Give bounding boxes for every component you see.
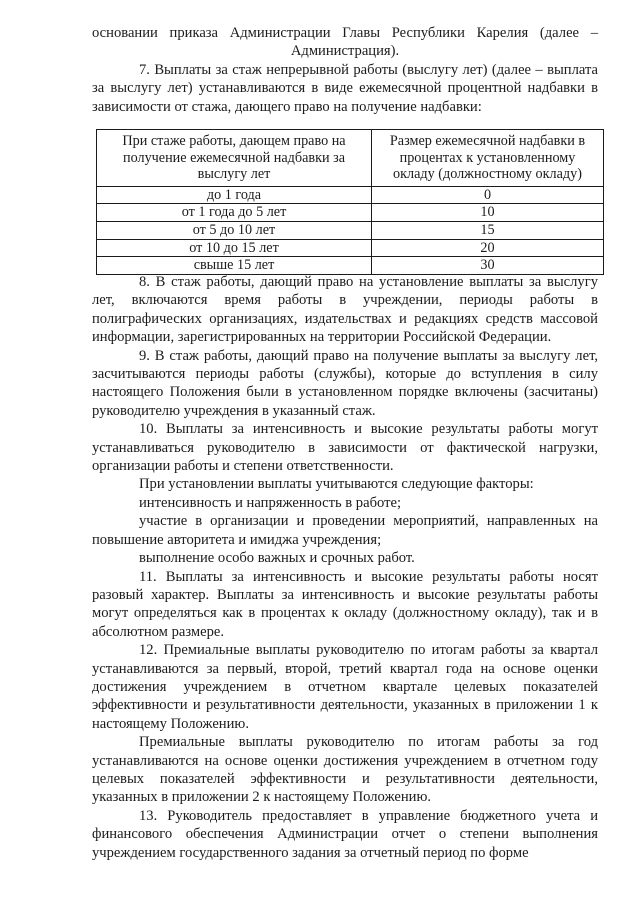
paragraph-10: 10. Выплаты за интенсивность и высокие результаты работы могут устанавливаться руководителю в зависимости от фактической нагрузки, организации работы и степени ответственности. <box>92 421 598 475</box>
factors-intro: При установлении выплаты учитываются следующие факторы: <box>139 476 534 493</box>
paragraph-12-annual: Премиальные выплаты руководителю по итогам работы за год устанавливаются на основе оценки достижения учреждением в отчетном году целевых показателей эффективности и результативности деятельности, указанных в приложении 2 к настоящему Положению. <box>92 734 598 806</box>
table-cell-percent: 15 <box>372 221 604 239</box>
table-cell-stazh: от 1 года до 5 лет <box>97 204 372 222</box>
table-row <box>97 204 604 222</box>
table-header-percent: Размер ежемесячной надбавки в процентах к установленному окладу (должностному окладу) <box>372 130 604 187</box>
paragraph-7: 7. Выплаты за стаж непрерывной работы (выслугу лет) (далее – выплата за выслугу лет) устанавливаются в виде ежемесячной процентной надбавки в зависимости от стажа, дающего право на получение надбавки: <box>92 61 598 115</box>
table-cell-percent: 20 <box>372 239 604 257</box>
factor-item: интенсивность и напряженность в работе; <box>139 494 402 511</box>
body-section <box>92 273 598 862</box>
factor-item: участие в организации и проведении мероприятий, направленных на повышение авторитета и имиджа учреждения; <box>92 513 598 548</box>
table-cell-percent: 0 <box>372 186 604 204</box>
table-header-stazh: При стаже работы, дающем право на получение ежемесячной надбавки за выслугу лет <box>97 130 372 187</box>
table-cell-percent: 10 <box>372 204 604 222</box>
paragraph-12: 12. Премиальные выплаты руководителю по итогам работы за квартал устанавливаются за первый, второй, третий квартал года на основе оценки достижения учреждением в отчетном квартале целевых показателей эффективности и результативности деятельности, указанных в приложении 1 к настоящему Положению. <box>92 642 598 732</box>
paragraph-8: 8. В стаж работы, дающий право на установление выплаты за выслугу лет, включаются время работы в учреждении, периоды работы в полиграфических организациях, издательствах и редакциях средств массовой информации, зарегистрированных на территории Российской Федерации. <box>92 274 598 346</box>
factor-item: выполнение особо важных и срочных работ. <box>139 550 415 567</box>
paragraph-13: 13. Руководитель предоставляет в управление бюджетного учета и финансового обеспечения Администрации отчет о степени выполнения учреждением государственного задания за отчетный период по форме <box>92 807 598 861</box>
table-row <box>97 186 604 204</box>
paragraph-9: 9. В стаж работы, дающий право на получение выплаты за выслугу лет, засчитываются периоды работы (службы), которые до вступления в силу настоящего Положения были в установленном порядке включены (засчитаны) руководителю учреждения в указанный стаж. <box>92 347 598 419</box>
intro-section <box>92 24 598 116</box>
seniority-allowance-table <box>96 129 604 275</box>
table-cell-percent: 30 <box>372 257 604 275</box>
table-cell-stazh: от 5 до 10 лет <box>97 221 372 239</box>
table-header-row <box>97 130 604 187</box>
table-row <box>97 239 604 257</box>
table-cell-stazh: от 10 до 15 лет <box>97 239 372 257</box>
paragraph-11: 11. Выплаты за интенсивность и высокие результаты работы носят разовый характер. Выплаты за интенсивность и высокие результаты работы могут определяться как в процентах к окладу (должностному окладу), так и в абсолютном размере. <box>92 568 598 640</box>
paragraph-6-tail: основании приказа Администрации Главы Республики Карелия (далее – Администрация). <box>92 25 598 60</box>
table-cell-stazh: свыше 15 лет <box>97 257 372 275</box>
table-cell-stazh: до 1 года <box>97 186 372 204</box>
table-row <box>97 221 604 239</box>
table-row <box>97 257 604 275</box>
